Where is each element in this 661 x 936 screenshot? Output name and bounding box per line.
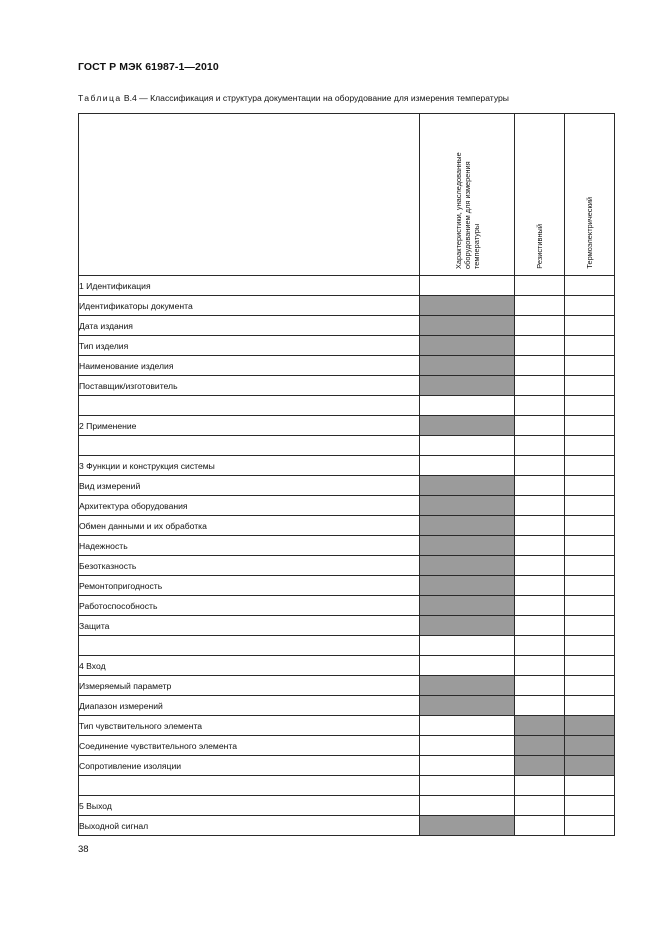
row-label-cell: Надежность (79, 536, 420, 556)
row-label-cell: Безотказность (79, 556, 420, 576)
row-label-cell: Работоспособность (79, 596, 420, 616)
shaded-cell (565, 736, 615, 756)
row-label-cell (79, 396, 420, 416)
empty-cell (565, 576, 615, 596)
shaded-cell (420, 296, 515, 316)
empty-cell (515, 376, 565, 396)
empty-cell (565, 416, 615, 436)
row-label-cell: Измеряемый параметр (79, 676, 420, 696)
table-row (79, 396, 615, 416)
empty-cell (565, 456, 615, 476)
empty-cell (565, 556, 615, 576)
row-label-cell: Идентификаторы документа (79, 296, 420, 316)
shaded-cell (420, 516, 515, 536)
empty-cell (515, 536, 565, 556)
shaded-cell (565, 756, 615, 776)
shaded-cell (420, 416, 515, 436)
empty-cell (515, 456, 565, 476)
table-row (79, 696, 615, 716)
shaded-cell (515, 756, 565, 776)
empty-cell (565, 496, 615, 516)
empty-cell (565, 276, 615, 296)
empty-cell (565, 396, 615, 416)
table-row (79, 776, 615, 796)
empty-cell (515, 276, 565, 296)
section-label-cell: 5 Выход (79, 796, 420, 816)
row-label-cell: Архитектура оборудования (79, 496, 420, 516)
empty-cell (515, 316, 565, 336)
empty-cell (515, 636, 565, 656)
empty-cell (565, 816, 615, 836)
shaded-cell (420, 816, 515, 836)
row-label-cell: Поставщик/изготовитель (79, 376, 420, 396)
table-row (79, 676, 615, 696)
section-row (79, 416, 615, 436)
empty-cell (420, 636, 515, 656)
table-row (79, 756, 615, 776)
row-label-cell (79, 636, 420, 656)
empty-cell (515, 816, 565, 836)
table-row (79, 316, 615, 336)
empty-cell (515, 516, 565, 536)
caption-number: В.4 (121, 93, 137, 103)
empty-cell (515, 356, 565, 376)
empty-cell (565, 336, 615, 356)
row-label-cell: Дата издания (79, 316, 420, 336)
section-label-cell: 1 Идентификация (79, 276, 420, 296)
row-label-cell: Соединение чувствительного элемента (79, 736, 420, 756)
header-column-resistive (515, 114, 565, 276)
row-label-cell: Ремонтопригодность (79, 576, 420, 596)
empty-cell (565, 356, 615, 376)
row-label-cell: Наименование изделия (79, 356, 420, 376)
empty-cell (515, 676, 565, 696)
shaded-cell (420, 596, 515, 616)
table-row (79, 356, 615, 376)
empty-cell (515, 296, 565, 316)
header-label: Характеристики, унаследованные оборудованием для измерения температуры (453, 152, 481, 269)
empty-cell (515, 496, 565, 516)
table-caption (78, 93, 509, 103)
table-row (79, 596, 615, 616)
header-column-thermoelectric (565, 114, 615, 276)
empty-cell (515, 656, 565, 676)
shaded-cell (420, 336, 515, 356)
caption-text: — Классификация и структура документации на оборудование для измерения температуры (136, 93, 509, 103)
empty-cell (420, 656, 515, 676)
empty-cell (420, 396, 515, 416)
header-column-inherited (420, 114, 515, 276)
empty-cell (565, 656, 615, 676)
table-row (79, 816, 615, 836)
row-label-cell: Тип чувствительного элемента (79, 716, 420, 736)
section-label-cell: 4 Вход (79, 656, 420, 676)
shaded-cell (420, 356, 515, 376)
empty-cell (565, 596, 615, 616)
shaded-cell (420, 576, 515, 596)
caption-prefix: Таблица (78, 93, 122, 103)
empty-cell (565, 536, 615, 556)
table-row (79, 516, 615, 536)
header-label: Резистивный (535, 224, 544, 269)
empty-cell (515, 416, 565, 436)
table-row (79, 576, 615, 596)
empty-cell (565, 476, 615, 496)
row-label-cell: Обмен данными и их обработка (79, 516, 420, 536)
empty-cell (420, 436, 515, 456)
table-row (79, 536, 615, 556)
table-row (79, 636, 615, 656)
section-row (79, 656, 615, 676)
table-row (79, 496, 615, 516)
empty-cell (565, 436, 615, 456)
empty-cell (420, 716, 515, 736)
table-row (79, 436, 615, 456)
header-empty-cell (79, 114, 420, 276)
row-label-cell: Выходной сигнал (79, 816, 420, 836)
table-row (79, 556, 615, 576)
document-header: ГОСТ Р МЭК 61987-1—2010 (78, 61, 219, 73)
table-row (79, 296, 615, 316)
row-label-cell: Диапазон измерений (79, 696, 420, 716)
section-label-cell: 3 Функции и конструкция системы (79, 456, 420, 476)
empty-cell (565, 296, 615, 316)
row-label-cell: Защита (79, 616, 420, 636)
shaded-cell (420, 316, 515, 336)
empty-cell (515, 556, 565, 576)
empty-cell (515, 336, 565, 356)
empty-cell (515, 596, 565, 616)
shaded-cell (420, 496, 515, 516)
empty-cell (515, 396, 565, 416)
empty-cell (515, 776, 565, 796)
row-label-cell (79, 776, 420, 796)
table-header-row (79, 114, 615, 276)
table-row (79, 376, 615, 396)
table-row (79, 476, 615, 496)
shaded-cell (420, 616, 515, 636)
empty-cell (420, 796, 515, 816)
shaded-cell (420, 676, 515, 696)
header-label: Термоэлектрический (585, 197, 594, 269)
shaded-cell (420, 696, 515, 716)
empty-cell (515, 796, 565, 816)
page-number: 38 (78, 844, 89, 855)
empty-cell (565, 636, 615, 656)
classification-table (78, 113, 615, 836)
empty-cell (565, 696, 615, 716)
shaded-cell (420, 476, 515, 496)
empty-cell (565, 616, 615, 636)
shaded-cell (515, 716, 565, 736)
table-row (79, 716, 615, 736)
empty-cell (565, 796, 615, 816)
empty-cell (420, 736, 515, 756)
row-label-cell: Тип изделия (79, 336, 420, 356)
shaded-cell (420, 536, 515, 556)
table-row (79, 336, 615, 356)
section-row (79, 456, 615, 476)
empty-cell (565, 316, 615, 336)
empty-cell (565, 676, 615, 696)
shaded-cell (420, 376, 515, 396)
shaded-cell (565, 716, 615, 736)
table-row (79, 616, 615, 636)
empty-cell (420, 456, 515, 476)
table-body (79, 276, 615, 836)
section-label-cell: 2 Применение (79, 416, 420, 436)
empty-cell (420, 776, 515, 796)
empty-cell (515, 696, 565, 716)
empty-cell (565, 516, 615, 536)
empty-cell (420, 756, 515, 776)
row-label-cell (79, 436, 420, 456)
empty-cell (515, 576, 565, 596)
empty-cell (515, 616, 565, 636)
shaded-cell (420, 556, 515, 576)
section-row (79, 796, 615, 816)
row-label-cell: Вид измерений (79, 476, 420, 496)
empty-cell (515, 476, 565, 496)
row-label-cell: Сопротивление изоляции (79, 756, 420, 776)
section-row (79, 276, 615, 296)
empty-cell (420, 276, 515, 296)
empty-cell (565, 376, 615, 396)
shaded-cell (515, 736, 565, 756)
empty-cell (515, 436, 565, 456)
table-row (79, 736, 615, 756)
empty-cell (565, 776, 615, 796)
